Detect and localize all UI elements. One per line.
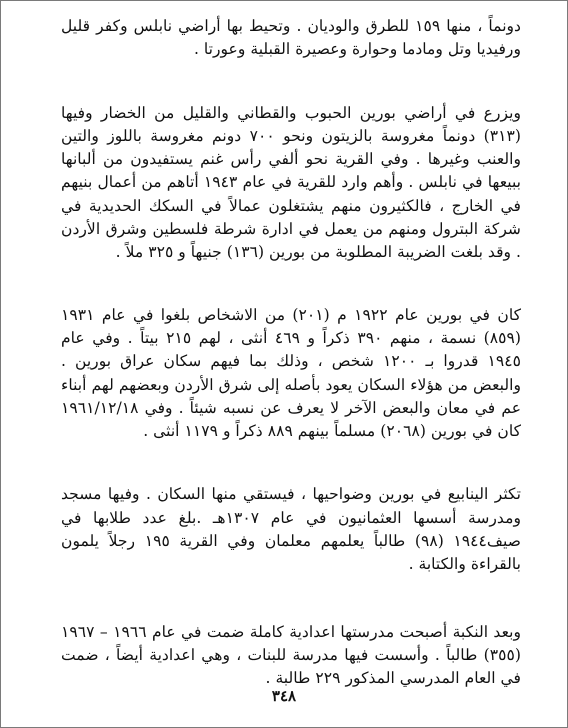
- paragraph-agriculture: ويزرع في أراضي بورين الحبوب والقطاني والقليل من الخضار وفيها (٣١٣) دونماً مغروسة بالزيتون ونحو ٧٠٠ دونم مغروسة باللوز والتين والعنب وغيرها . وفي القرية نحو ألفي رأس غنم يستفيدون من ألبانها ببيعها في نابلس . وأهم وارد للقرية في عام ١٩٤٣ أتاهم من أعمال بنيهم في الخارج ، فالكثيرون منهم يشتغلون عمالاً في السكك الحديدية في شركة البترول ومنهم من يعمل في ادارة شرطة فلسطين وشرق الأردن . وقد بلغت الضريبة المطلوبة من بورين (١٣٦) جنيهاً و ٣٢٥ ملاً .: [61, 103, 521, 262]
- paragraph-springs-school: تكثر الينابيع في بورين وضواحيها ، فيستقي منها السكان . وفيها مسجد ومدرسة أسسها العثمانيون في عام ١٣٠٧هـ .بلغ عدد طلابها في صيف١٩٤٤ (٩٨) طالباً يعلمهم معلمان وفي القرية ١٩٥ رجلاً يلمون بالقراءة والكتابة .: [61, 485, 521, 574]
- page-number: ٣٤٨: [271, 687, 297, 705]
- paragraph-after-nakba: وبعد النكبة أصبحت مدرستها اعدادية كاملة ضمت في عام ١٩٦٦ – ١٩٦٧ (٣٥٥) طالباً . وأسست فيها مدرسة للبنات ، وهي اعدادية أيضاً ، ضمت في العام المدرسي المذكور ٢٢٩ طالبة .: [61, 622, 521, 688]
- page-body: [61, 15, 521, 691]
- book-page: [9, 9, 559, 719]
- paragraph-boundaries: دونماً ، منها ١٥٩ للطرق والوديان . وتحيط بها أراضي نابلس وكفر قليل ورفيديا وتل ومادما وحوارة وعصيرة القبلية وعورتا .: [61, 17, 522, 59]
- paragraph-population: كان في بورين عام ١٩٢٢ م (٢٠١) من الاشخاص بلغوا في عام ١٩٣١ (٨٥٩) نسمة ، منهم ٣٩٠ ذكراً و ٤٦٩ أنثى ، لهم ٢١٥ بيتاً . وفي عام ١٩٤٥ قدروا بـ ١٢٠٠ شخص ، وذلك بما فيهم سكان عراق بورين . والبعض من هؤلاء السكان يعود بأصله إلى شرق الأردن وبعضهم لهم أبناء عم في معان والبعض الآخر لا يعرف عن نسبه شيئاً . وفي ١٩٦١/١٢/١٨ كان في بورين (٢٠٦٨) مسلماً بينهم ٨٨٩ ذكراً و ١١٧٩ أنثى .: [61, 305, 521, 441]
